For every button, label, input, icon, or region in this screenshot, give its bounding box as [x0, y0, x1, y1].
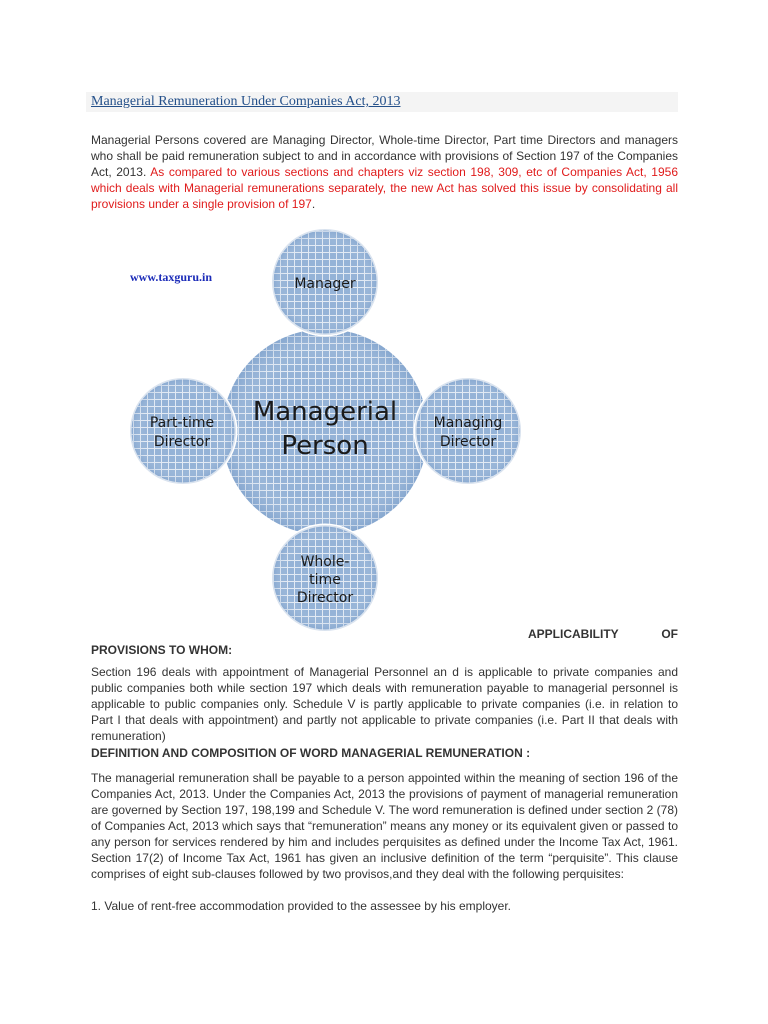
whole-time-label-line3: Director: [296, 590, 354, 606]
definition-paragraph: The managerial remuneration shall be payable to a person appointed within the meaning of section 196 of the Companies Act, 2013. Under the Companies Act, 2013 the provisions of payment of managerial remuneration are governed by Section 197, 198,199 and Schedule V. The word remuneration is defined under section 2 (78) of Companies Act, 2013 which says that “remuneration” means any money or its equivalent given or passed to any person for services rendered by him and includes perquisites as defined under the Income Tax Act, 1961. Section 17(2) of Income Tax Act, 1961 has given an inclusive definition of the term “perquisite”. This clause comprises of eight sub-clauses followed by two provisos,and they deal with the following perquisites:: [91, 771, 678, 881]
part-time-director-label: [132, 414, 232, 452]
applicability-heading: [528, 627, 678, 641]
website-link[interactable]: www.taxguru.in: [130, 270, 213, 284]
manager-label: Manager: [294, 276, 356, 292]
managing-director-label-line2: Director: [439, 434, 497, 450]
managing-director-label-line1: Managing: [433, 415, 503, 431]
whole-time-director-label: [275, 553, 375, 607]
intro-highlight-text: As compared to various sections and chapters viz section 198, 309, etc of Companies Act, 1956 which deals with Managerial remunerations separately, the new Act has solved this issue by consolidating all provisions under a single provision of 197: [91, 165, 679, 211]
managing-director-label: [418, 414, 518, 452]
whole-time-label-line2: time: [309, 572, 341, 588]
applicability-word: APPLICABILITY: [528, 627, 619, 641]
center-label-line1: Managerial: [252, 397, 398, 427]
part-time-label-line2: Director: [153, 434, 211, 450]
page-title: Managerial Remuneration Under Companies Act, 2013: [91, 94, 401, 109]
intro-text: Managerial Persons covered are Managing Director, Whole-time Director, Part time Directors and managers who shall be paid remuneration subject to and in accordance with provisions of Section 197 of the Companies Act, 2013.: [91, 133, 678, 179]
whole-time-label-line1: Whole-: [300, 554, 350, 570]
provisions-heading: PROVISIONS TO WHOM:: [91, 643, 233, 657]
intro-end: .: [311, 197, 316, 211]
perquisite-item-1: 1. Value of rent-free accommodation provided to the assessee by his employer.: [91, 899, 512, 913]
center-label-line2: Person: [281, 431, 369, 461]
center-label: [225, 395, 425, 463]
part-time-label-line1: Part-time: [149, 415, 215, 431]
section-196-paragraph: Section 196 deals with appointment of Managerial Personnel an d is applicable to private companies and public companies both while section 197 which deals with remuneration payable to managerial personnel is applicable to public companies only. Schedule V is partly applicable to private companies (i.e. in relation to Part I that deals with appointment) and partly not applicable to private companies (i.e. Part II that deals with remuneration): [91, 665, 678, 743]
applicability-of-word: OF: [661, 627, 678, 641]
definition-heading: DEFINITION AND COMPOSITION OF WORD MANAGERIAL REMUNERATION :: [91, 746, 531, 760]
